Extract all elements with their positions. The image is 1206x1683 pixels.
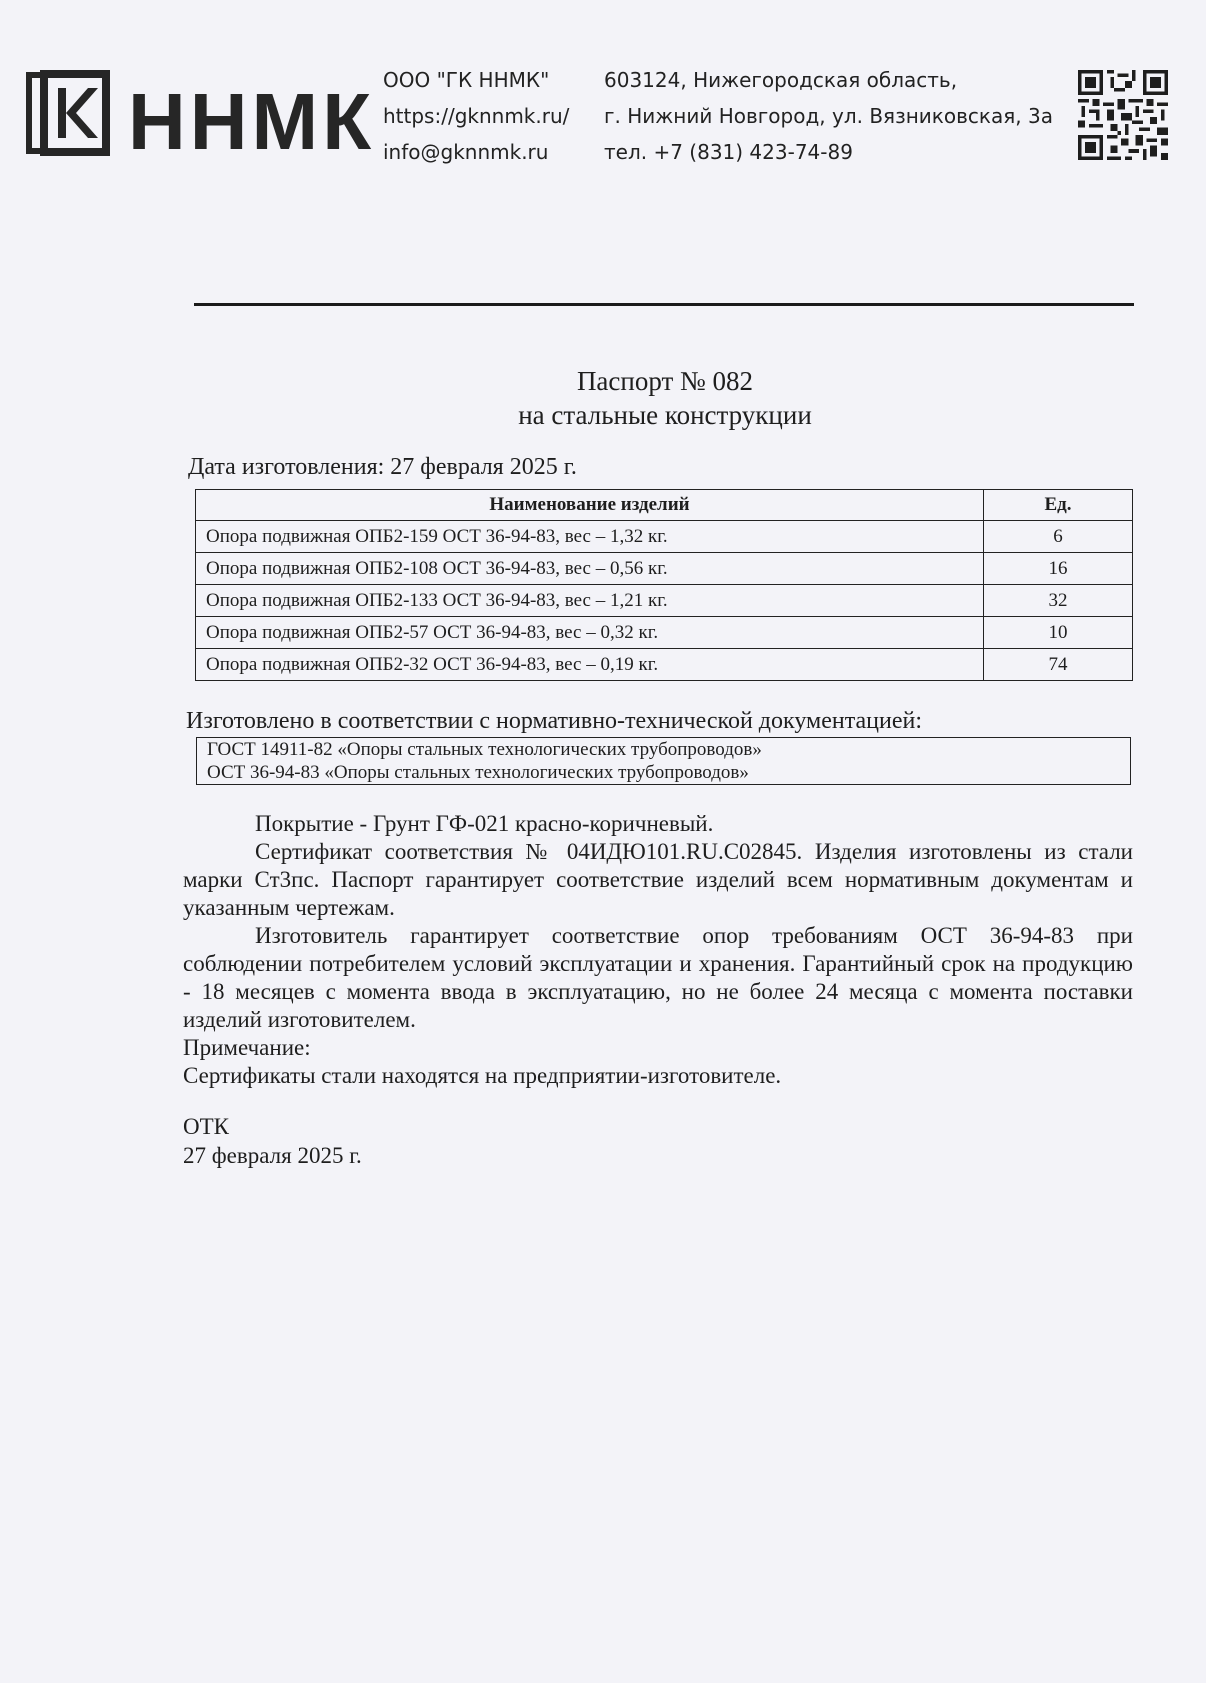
signoff xyxy=(183,1112,362,1170)
table-row xyxy=(196,617,1133,649)
document-body xyxy=(183,810,1133,1090)
qr-code-icon xyxy=(1078,70,1168,160)
item-qty: 32 xyxy=(984,585,1133,617)
table-header-row xyxy=(196,490,1133,521)
item-qty: 6 xyxy=(984,521,1133,553)
manufacture-date: Дата изготовления: 27 февраля 2025 г. xyxy=(188,454,577,480)
warranty-paragraph: Изготовитель гарантирует соответствие опор требованиям ОСТ 36-94-83 при соблюдении потребителем условий эксплуатации и хранения. Гарантийный срок на продукцию - 18 месяцев с момента ввода в эксплуатацию, но не более 24 месяца с момента поставки изделий изготовителем. xyxy=(183,923,1133,1032)
item-name: Опора подвижная ОПБ2-108 ОСТ 36-94-83, вес – 0,56 кг. xyxy=(196,553,984,585)
table-row xyxy=(196,585,1133,617)
column-header-name: Наименование изделий xyxy=(196,490,984,521)
signoff-date: 27 февраля 2025 г. xyxy=(183,1143,362,1168)
table-row xyxy=(196,553,1133,585)
company-email: info@gknnmk.ru xyxy=(383,140,549,164)
document-title: Паспорт № 082 xyxy=(576,366,754,396)
standard-line: ОСТ 36-94-83 «Опоры стальных технологических трубопроводов» xyxy=(207,762,749,783)
item-name: Опора подвижная ОПБ2-32 ОСТ 36-94-83, вес – 0,19 кг. xyxy=(196,649,984,681)
address-line-2: г. Нижний Новгород, ул. Вязниковская, 3а xyxy=(604,104,1053,128)
header-divider xyxy=(194,303,1134,306)
table-row xyxy=(196,521,1133,553)
company-address xyxy=(604,62,1053,170)
address-line-1: 603124, Нижегородская область, xyxy=(604,68,958,92)
document-subtitle: на стальные конструкции xyxy=(518,400,812,430)
items-table xyxy=(195,489,1133,681)
company-contacts xyxy=(383,62,569,170)
company-website: https://gknnmk.ru/ xyxy=(383,104,570,128)
gk-logo-icon xyxy=(22,68,112,158)
standards-intro: Изготовлено в соответствии с нормативно-технической документацией: xyxy=(186,708,922,734)
standard-line: ГОСТ 14911-82 «Опоры стальных технологических трубопроводов» xyxy=(207,739,762,760)
company-name: ООО "ГК ННМК" xyxy=(383,68,550,92)
item-name: Опора подвижная ОПБ2-133 ОСТ 36-94-83, вес – 1,21 кг. xyxy=(196,585,984,617)
item-name: Опора подвижная ОПБ2-159 ОСТ 36-94-83, вес – 1,32 кг. xyxy=(196,521,984,553)
company-logo-text: ННМК xyxy=(128,77,376,166)
company-phone: тел. +7 (831) 423-74-89 xyxy=(604,140,853,164)
standards-box xyxy=(196,737,1131,785)
column-header-qty: Ед. xyxy=(984,490,1133,521)
table-row xyxy=(196,649,1133,681)
note-text: Сертификаты стали находятся на предприятии-изготовителе. xyxy=(183,1063,782,1088)
certificate-paragraph: Сертификат соответствия № 04ИДЮ101.RU.C02845. Изделия изготовлены из стали марки Ст3пс. Паспорт гарантирует соответствие изделий всем нормативным документам и указанным чертежам. xyxy=(183,839,1133,920)
coating-paragraph: Покрытие - Грунт ГФ-021 красно-коричневый. xyxy=(255,811,714,836)
signoff-dept: ОТК xyxy=(183,1114,229,1139)
item-qty: 74 xyxy=(984,649,1133,681)
item-qty: 16 xyxy=(984,553,1133,585)
item-qty: 10 xyxy=(984,617,1133,649)
item-name: Опора подвижная ОПБ2-57 ОСТ 36-94-83, вес – 0,32 кг. xyxy=(196,617,984,649)
note-label: Примечание: xyxy=(183,1035,311,1060)
